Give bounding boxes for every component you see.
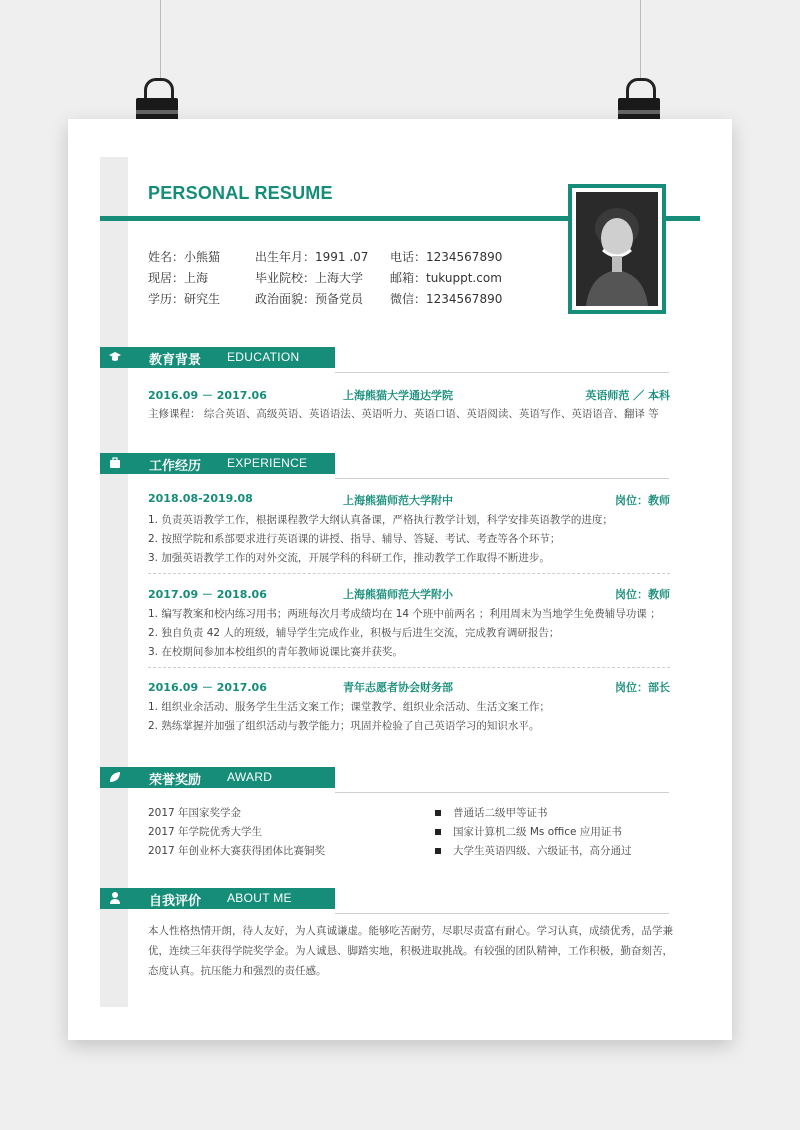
info-school: 毕业院校：上海大学 (255, 271, 364, 285)
job-duty: 1. 负责英语教学工作，根据课程教学大纲认真备课，严格执行教学计划，科学安排英语教学的进度； (148, 514, 613, 526)
square-bullet-icon (435, 848, 441, 854)
job-duty: 2. 按照学院和系部要求进行英语课的讲授、指导、辅导、答疑、考试、考查等各个环节； (148, 533, 561, 545)
section-about-title-en: ABOUT ME (227, 891, 292, 905)
section-divider (335, 478, 669, 479)
info-wechat: 微信：1234567890 (390, 292, 503, 306)
certificate-item: 国家计算机二级 Ms office 应用证书 (435, 824, 622, 839)
job-duty: 3. 加强英语教学工作的对外交流，开展学科的科研工作，推动教学工作取得不断进步。 (148, 552, 550, 564)
info-degree: 学历：研究生 (148, 292, 221, 306)
info-birth: 出生年月：1991 .07 (255, 250, 369, 264)
job-duty: 3. 在校期间参加本校组织的青年教师说课比赛并获奖。 (148, 646, 403, 658)
info-phone: 电话：1234567890 (390, 250, 503, 264)
square-bullet-icon (435, 829, 441, 835)
job-date: 2018.08-2019.08 (148, 492, 253, 505)
briefcase-icon (108, 456, 122, 470)
square-bullet-icon (435, 810, 441, 816)
education-courses: 主修课程： 综合英语、高级英语、英语语法、英语听力、英语口语、英语阅读、英语写作、英语语音、翻译 等 (148, 408, 659, 420)
job-org: 上海熊猫师范大学附小 (343, 588, 453, 601)
job-duty: 1. 编写教案和校内练习用书；两班每次月考成绩均在 14 个班中前两名 ；利用周末为当地学生免费辅导功课 ； (148, 608, 661, 620)
education-major: 英语师范 ／ 本科 (585, 389, 670, 402)
job-duty: 1. 组织业余活动、服务学生生活文案工作；课堂教学、组织业余活动、生活文案工作； (148, 701, 550, 713)
job-divider (148, 573, 670, 574)
job-duty: 2. 熟练掌握并加强了组织活动与教学能力；巩固并检验了自己英语学习的知识水平。 (148, 720, 540, 732)
education-date: 2016.09 － 2017.06 (148, 389, 267, 402)
certificate-item: 普通话二级甲等证书 (435, 805, 548, 820)
award-item: 2017 年创业杯大赛获得团体比赛铜奖 (148, 845, 326, 857)
graduation-cap-icon (108, 350, 122, 364)
section-award-title-en: AWARD (227, 770, 273, 784)
section-education-title-en: EDUCATION (227, 350, 300, 364)
job-divider (148, 667, 670, 668)
about-text: 本人性格热情开朗，待人友好，为人真诚谦虚。能够吃苦耐劳，尽职尽责富有耐心。学习认真，成绩优秀，品学兼优，连续三年获得学院奖学金。为人诚恳、脚踏实地，积极进取挑战。有较强的团队精神，工作积极，勤奋刻苦，态度认真。抗压能力和强烈的责任感。 (148, 925, 673, 977)
job-role: 岗位：部长 (615, 681, 670, 694)
section-divider (335, 372, 669, 373)
section-experience-header (100, 453, 335, 474)
section-about-header (100, 888, 335, 909)
job-date: 2017.09 － 2018.06 (148, 588, 267, 601)
profile-photo-frame (568, 184, 666, 314)
section-education-title-cn: 教育背景 (149, 353, 202, 368)
job-role: 岗位：教师 (615, 494, 670, 507)
info-email: 邮箱：tukuppt.com (390, 271, 502, 285)
section-experience-title-en: EXPERIENCE (227, 456, 308, 470)
person-icon (108, 891, 122, 905)
section-award-header (100, 767, 335, 788)
certificate-item: 大学生英语四级、六级证书，高分通过 (435, 843, 632, 858)
section-divider (335, 913, 669, 914)
section-divider (335, 792, 669, 793)
hanging-string-right (640, 0, 641, 80)
section-education-header (100, 347, 335, 368)
hanging-string-left (160, 0, 161, 80)
section-about-title-cn: 自我评价 (149, 894, 202, 909)
section-award-title-cn: 荣誉奖励 (149, 773, 202, 788)
profile-photo (576, 192, 658, 306)
job-org: 青年志愿者协会财务部 (343, 681, 453, 694)
job-org: 上海熊猫师范大学附中 (343, 494, 453, 507)
sidebar-strip (100, 157, 128, 1007)
award-item: 2017 年学院优秀大学生 (148, 826, 263, 838)
info-name: 姓名：小熊猫 (148, 250, 221, 264)
education-school: 上海熊猫大学通达学院 (343, 389, 453, 402)
info-location: 现居：上海 (148, 271, 209, 285)
info-politics: 政治面貌：预备党员 (255, 292, 364, 306)
job-role: 岗位：教师 (615, 588, 670, 601)
section-experience-title-cn: 工作经历 (149, 459, 202, 474)
job-date: 2016.09 － 2017.06 (148, 681, 267, 694)
award-item: 2017 年国家奖学金 (148, 807, 242, 819)
leaf-icon (108, 770, 122, 784)
page-title: PERSONAL RESUME (148, 183, 333, 203)
job-duty: 2. 独自负责 42 人的班级，辅导学生完成作业，积极与后进生交流，完成教育调研报告； (148, 627, 560, 639)
